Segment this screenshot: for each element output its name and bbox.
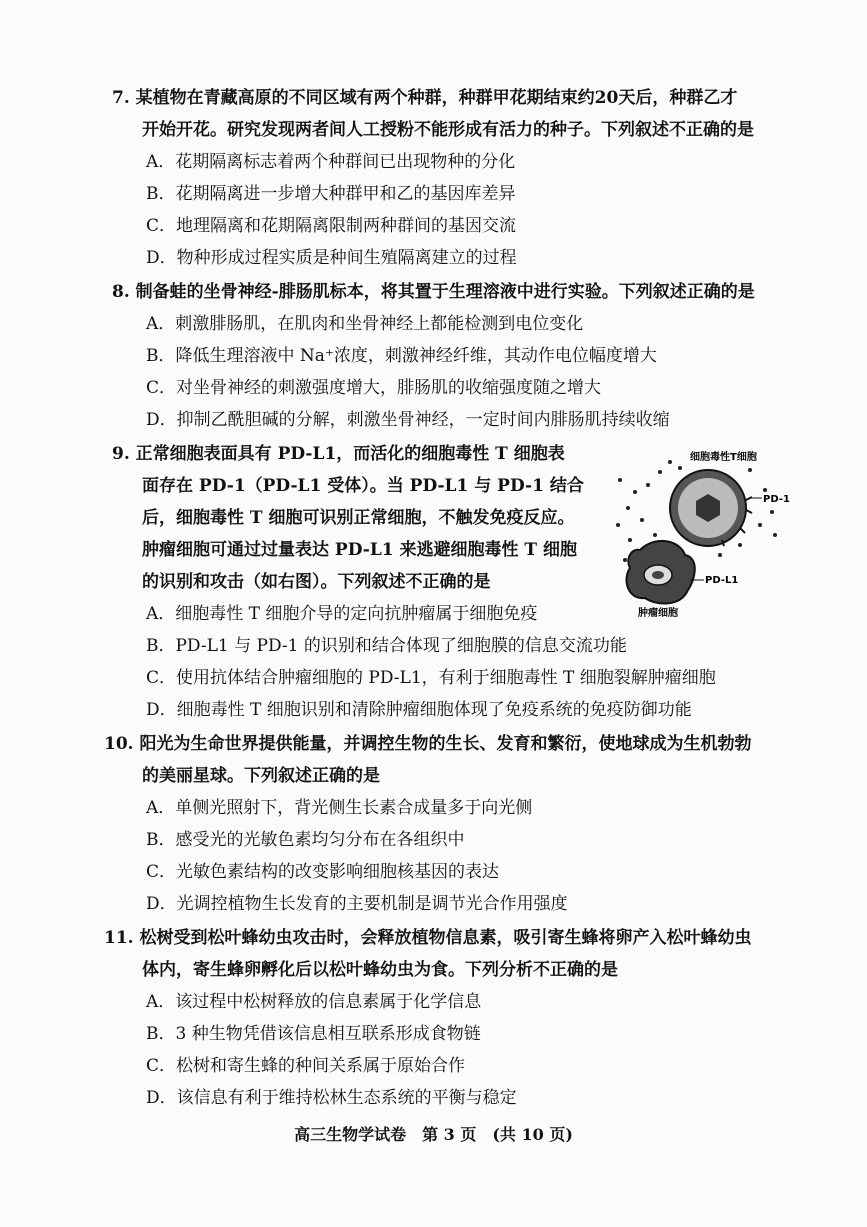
- question-8: [112, 276, 792, 436]
- question-number: 9.: [112, 444, 130, 464]
- option-d: D．细胞毒性 T 细胞识别和清除肿瘤细胞体现了免疫系统的免疫防御功能: [146, 700, 692, 720]
- question-stem-line: 松树受到松叶蜂幼虫攻击时，会释放植物信息素，吸引寄生蜂将卵产入松叶蜂幼虫: [139, 928, 752, 948]
- t-cell-label: 细胞毒性T细胞: [690, 452, 757, 463]
- option-d: D．抑制乙酰胆碱的分解，刺激坐骨神经，一定时间内腓肠肌持续收缩: [146, 410, 670, 430]
- pd1-label: PD-1: [763, 494, 790, 505]
- question-stem-line: 开始开花。研究发现两者间人工授粉不能形成有活力的种子。下列叙述不正确的是: [142, 120, 754, 140]
- question-stem-line: 面存在 PD-1（PD-L1 受体）。当 PD-L1 与 PD-1 结合: [142, 476, 584, 496]
- question-10: [104, 728, 792, 920]
- option-b: B．感受光的光敏色素均匀分布在各组织中: [146, 830, 465, 850]
- t-cell: [670, 470, 752, 546]
- option-b: B．PD-L1 与 PD-1 的识别和结合体现了细胞膜的信息交流功能: [146, 636, 627, 656]
- option-c: C．地理隔离和花期隔离限制两种群间的基因交流: [146, 216, 517, 236]
- option-c: C．对坐骨神经的刺激强度增大，腓肠肌的收缩强度随之增大: [146, 378, 602, 398]
- immune-cell-diagram: [600, 440, 790, 620]
- option-a: A．刺激腓肠肌，在肌肉和坐骨神经上都能检测到电位变化: [146, 314, 584, 334]
- question-stem-line: 制备蛙的坐骨神经-腓肠肌标本，将其置于生理溶液中进行实验。下列叙述正确的是: [135, 282, 755, 302]
- question-stem-line: 正常细胞表面具有 PD-L1，而活化的细胞毒性 T 细胞表: [135, 444, 565, 464]
- question-7: [112, 82, 792, 274]
- page-footer: 高三生物学试卷 第 3 页 (共 10 页): [294, 1125, 573, 1144]
- question-stem-line: 肿瘤细胞可通过过量表达 PD-L1 来逃避细胞毒性 T 细胞: [142, 540, 578, 560]
- option-c: C．使用抗体结合肿瘤细胞的 PD-L1，有利于细胞毒性 T 细胞裂解肿瘤细胞: [146, 668, 716, 688]
- option-d: D．光调控植物生长发育的主要机制是调节光合作用强度: [146, 894, 568, 914]
- question-number: 8.: [112, 282, 130, 302]
- question-stem-line: 体内，寄生蜂卵孵化后以松叶蜂幼虫为食。下列分析不正确的是: [142, 960, 618, 980]
- option-c: C．光敏色素结构的改变影响细胞核基因的表达: [146, 862, 500, 882]
- question-stem-line: 某植物在青藏高原的不同区域有两个种群，种群甲花期结束约20天后，种群乙才: [135, 88, 738, 108]
- question-stem-line: 的美丽星球。下列叙述正确的是: [142, 766, 380, 786]
- option-c: C．松树和寄生蜂的种间关系属于原始合作: [146, 1056, 466, 1076]
- question-stem-line: 的识别和攻击（如右图）。下列叙述不正确的是: [142, 572, 491, 592]
- option-a: A．单侧光照射下，背光侧生长素合成量多于向光侧: [146, 798, 533, 818]
- option-a: A．花期隔离标志着两个种群间已出现物种的分化: [146, 152, 516, 172]
- question-number: 11.: [104, 928, 134, 948]
- question-stem-line: 阳光为生命世界提供能量，并调控生物的生长、发育和繁衍，使地球成为生机勃勃: [139, 734, 752, 754]
- option-b: B．降低生理溶液中 Na⁺浓度，刺激神经纤维，其动作电位幅度增大: [146, 346, 657, 366]
- option-d: D．该信息有利于维持松林生态系统的平衡与稳定: [146, 1088, 517, 1108]
- question-number: 10.: [104, 734, 134, 754]
- question-number: 7.: [112, 88, 130, 108]
- question-11: [104, 922, 792, 1114]
- option-b: B．花期隔离进一步增大种群甲和乙的基因库差异: [146, 184, 516, 204]
- pdl1-label: PD-L1: [705, 575, 739, 586]
- question-stem-line: 后，细胞毒性 T 细胞可识别正常细胞，不触发免疫反应。: [142, 508, 575, 528]
- option-d: D．物种形成过程实质是种间生殖隔离建立的过程: [146, 248, 517, 268]
- tumor-cell-label: 肿瘤细胞: [638, 608, 678, 619]
- tumor-cell: [626, 541, 694, 604]
- option-a: A．细胞毒性 T 细胞介导的定向抗肿瘤属于细胞免疫: [146, 604, 538, 624]
- option-b: B．3 种生物凭借该信息相互联系形成食物链: [146, 1024, 481, 1044]
- option-a: A．该过程中松树释放的信息素属于化学信息: [146, 992, 482, 1012]
